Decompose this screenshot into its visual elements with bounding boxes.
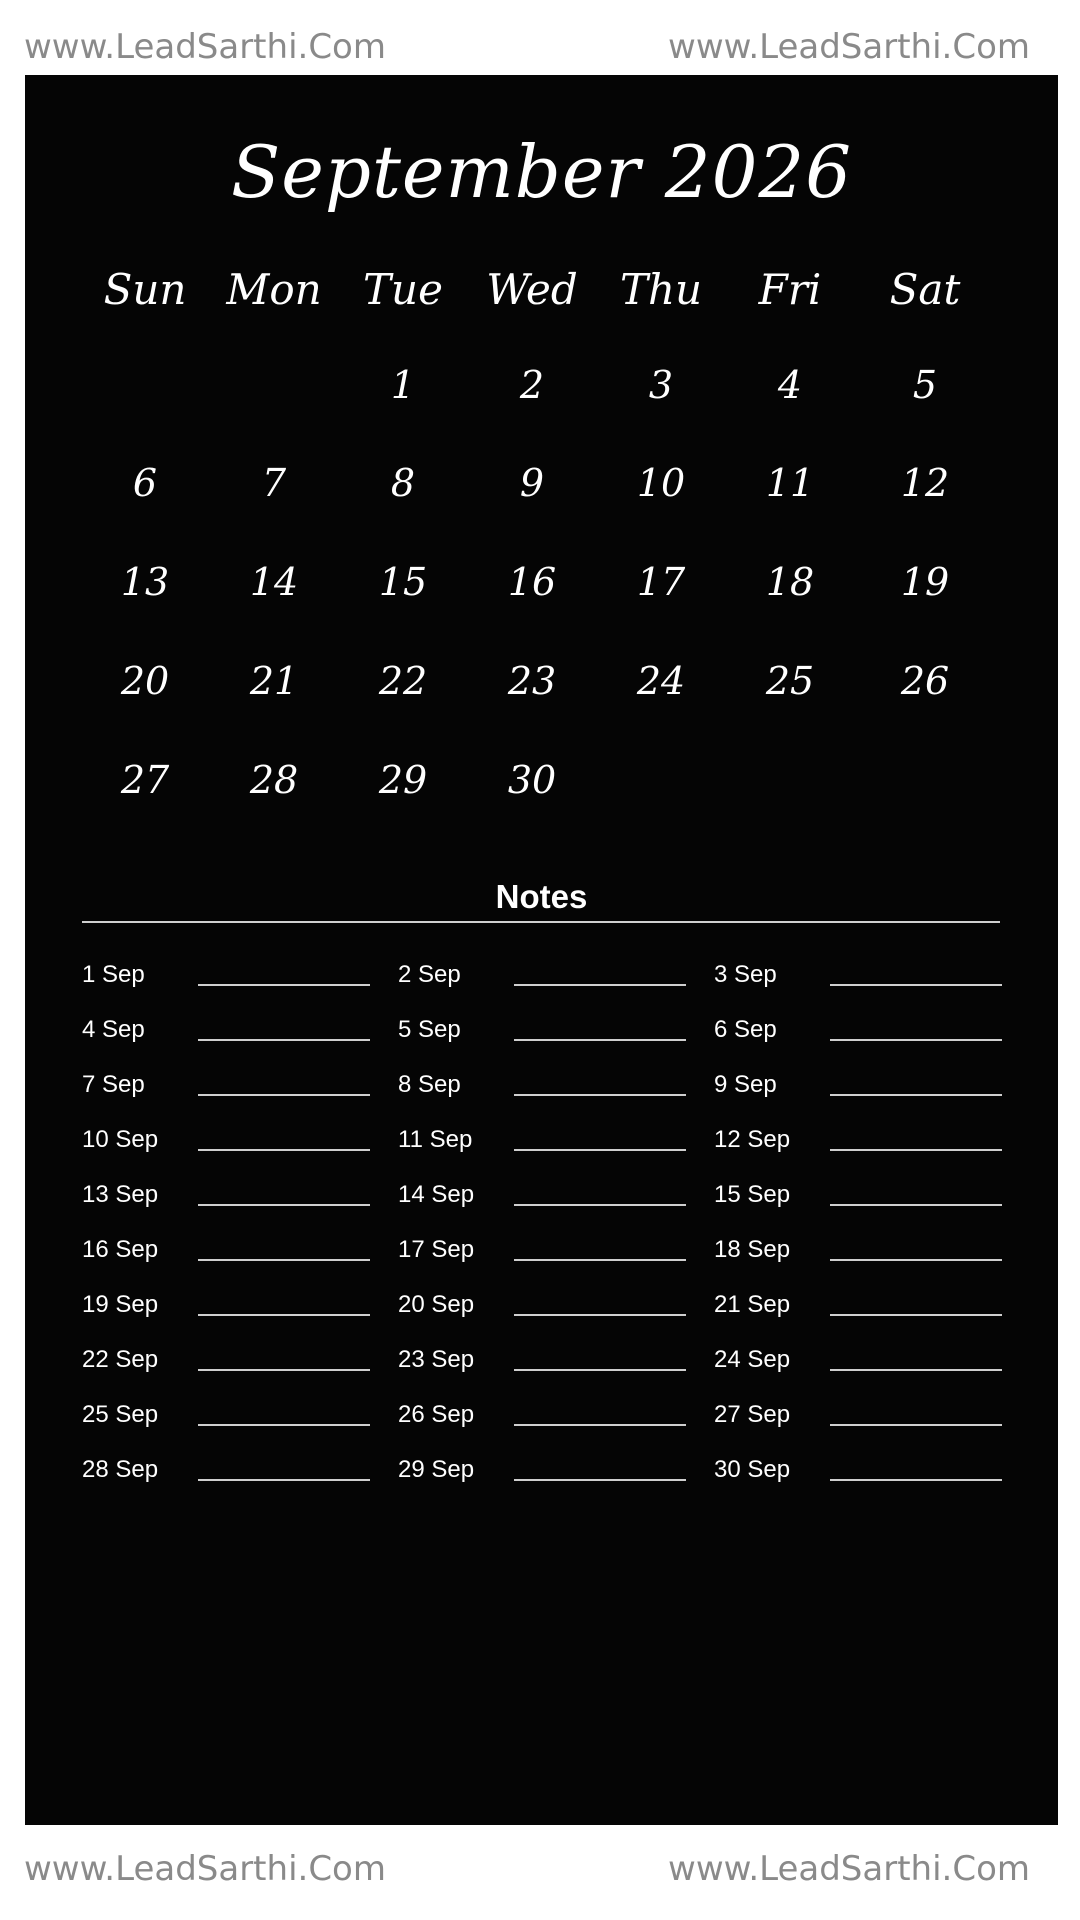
note-date-label: 8 Sep xyxy=(398,1071,461,1098)
note-date-label: 12 Sep xyxy=(714,1126,791,1153)
note-write-line xyxy=(830,1259,1002,1261)
calendar-week-row xyxy=(25,552,1058,612)
calendar-day: 14 xyxy=(249,560,299,604)
calendar-week-row xyxy=(25,750,1058,810)
note-write-line xyxy=(514,1039,686,1041)
calendar-day: 29 xyxy=(378,758,428,802)
note-date-label: 23 Sep xyxy=(398,1346,475,1373)
note-date-label: 13 Sep xyxy=(82,1181,159,1208)
note-write-line xyxy=(514,1369,686,1371)
note-date-label: 7 Sep xyxy=(82,1071,145,1098)
note-date-label: 21 Sep xyxy=(714,1291,791,1318)
note-write-line xyxy=(830,1369,1002,1371)
note-write-line xyxy=(198,1314,370,1316)
note-date-label: 1 Sep xyxy=(82,961,145,988)
note-write-line xyxy=(514,1094,686,1096)
calendar-day: 26 xyxy=(900,659,950,703)
note-write-line xyxy=(514,1259,686,1261)
note-write-line xyxy=(830,1039,1002,1041)
calendar-day: 3 xyxy=(648,363,674,407)
calendar-day: 23 xyxy=(507,659,557,703)
calendar-week-row xyxy=(25,355,1058,415)
note-write-line xyxy=(514,1479,686,1481)
note-date-label: 10 Sep xyxy=(82,1126,159,1153)
watermark-top-right: www.LeadSarthi.Com xyxy=(668,27,1030,67)
note-date-label: 11 Sep xyxy=(398,1126,473,1153)
note-write-line xyxy=(514,1424,686,1426)
weekday-label: Tue xyxy=(363,265,443,314)
weekday-label: Wed xyxy=(486,265,578,314)
note-write-line xyxy=(198,1204,370,1206)
note-date-label: 9 Sep xyxy=(714,1071,777,1098)
calendar-day: 17 xyxy=(636,560,686,604)
notes-title: Notes xyxy=(495,878,588,915)
calendar-day: 4 xyxy=(777,363,803,407)
note-write-line xyxy=(198,1479,370,1481)
note-date-label: 4 Sep xyxy=(82,1016,145,1043)
note-date-label: 20 Sep xyxy=(398,1291,475,1318)
weekday-label: Thu xyxy=(619,265,703,314)
calendar-day: 8 xyxy=(390,461,416,505)
note-date-label: 5 Sep xyxy=(398,1016,461,1043)
note-write-line xyxy=(830,984,1002,986)
calendar-day: 9 xyxy=(519,461,545,505)
note-date-label: 26 Sep xyxy=(398,1401,475,1428)
calendar-day: 5 xyxy=(912,363,938,407)
note-write-line xyxy=(198,1094,370,1096)
calendar-day: 30 xyxy=(507,758,557,802)
note-date-label: 14 Sep xyxy=(398,1181,475,1208)
note-write-line xyxy=(830,1424,1002,1426)
note-date-label: 24 Sep xyxy=(714,1346,791,1373)
note-date-label: 6 Sep xyxy=(714,1016,777,1043)
calendar-day: 28 xyxy=(249,758,299,802)
weekday-header-row xyxy=(25,260,1058,320)
calendar-day: 10 xyxy=(636,461,686,505)
note-date-label: 19 Sep xyxy=(82,1291,159,1318)
note-write-line xyxy=(830,1149,1002,1151)
note-date-label: 15 Sep xyxy=(714,1181,791,1208)
calendar-day: 13 xyxy=(120,560,170,604)
note-date-label: 22 Sep xyxy=(82,1346,159,1373)
note-date-label: 25 Sep xyxy=(82,1401,159,1428)
note-date-label: 29 Sep xyxy=(398,1456,475,1483)
weekday-label: Mon xyxy=(226,265,322,314)
calendar-week-row xyxy=(25,651,1058,711)
calendar-day: 1 xyxy=(390,363,416,407)
calendar-day: 21 xyxy=(249,659,299,703)
note-write-line xyxy=(830,1314,1002,1316)
calendar-day: 27 xyxy=(120,758,170,802)
note-date-label: 3 Sep xyxy=(714,961,777,988)
note-write-line xyxy=(514,1204,686,1206)
calendar-day: 15 xyxy=(378,560,428,604)
note-write-line xyxy=(198,1149,370,1151)
note-write-line xyxy=(198,1369,370,1371)
calendar-day: 18 xyxy=(765,560,815,604)
weekday-label: Sat xyxy=(889,265,961,314)
calendar-week-row xyxy=(25,453,1058,513)
note-write-line xyxy=(198,984,370,986)
watermark-bottom-left: www.LeadSarthi.Com xyxy=(24,1849,386,1889)
note-date-label: 17 Sep xyxy=(398,1236,475,1263)
calendar-day: 25 xyxy=(765,659,815,703)
calendar-day: 16 xyxy=(507,560,557,604)
weekday-label: Fri xyxy=(758,265,822,314)
calendar-day: 2 xyxy=(519,363,545,407)
note-date-label: 18 Sep xyxy=(714,1236,791,1263)
note-date-label: 2 Sep xyxy=(398,961,461,988)
note-write-line xyxy=(514,1314,686,1316)
calendar-day: 22 xyxy=(378,659,428,703)
calendar-day: 11 xyxy=(765,461,815,505)
calendar-title: September 2026 xyxy=(230,130,853,214)
note-write-line xyxy=(198,1424,370,1426)
calendar-day: 19 xyxy=(900,560,950,604)
note-write-line xyxy=(514,1149,686,1151)
calendar-day: 24 xyxy=(636,659,686,703)
notes-divider xyxy=(82,921,1000,923)
watermark-bottom-right: www.LeadSarthi.Com xyxy=(668,1849,1030,1889)
calendar-day: 12 xyxy=(900,461,950,505)
note-write-line xyxy=(830,1094,1002,1096)
calendar-day: 20 xyxy=(120,659,170,703)
note-date-label: 30 Sep xyxy=(714,1456,791,1483)
note-write-line xyxy=(198,1259,370,1261)
note-write-line xyxy=(830,1204,1002,1206)
watermark-top-left: www.LeadSarthi.Com xyxy=(24,27,386,67)
note-write-line xyxy=(514,984,686,986)
calendar-panel xyxy=(25,75,1058,1825)
note-write-line xyxy=(830,1479,1002,1481)
weekday-label: Sun xyxy=(103,265,187,314)
note-date-label: 27 Sep xyxy=(714,1401,791,1428)
note-write-line xyxy=(198,1039,370,1041)
calendar-day: 6 xyxy=(132,461,158,505)
calendar-day: 7 xyxy=(261,461,287,505)
note-date-label: 28 Sep xyxy=(82,1456,159,1483)
note-date-label: 16 Sep xyxy=(82,1236,159,1263)
